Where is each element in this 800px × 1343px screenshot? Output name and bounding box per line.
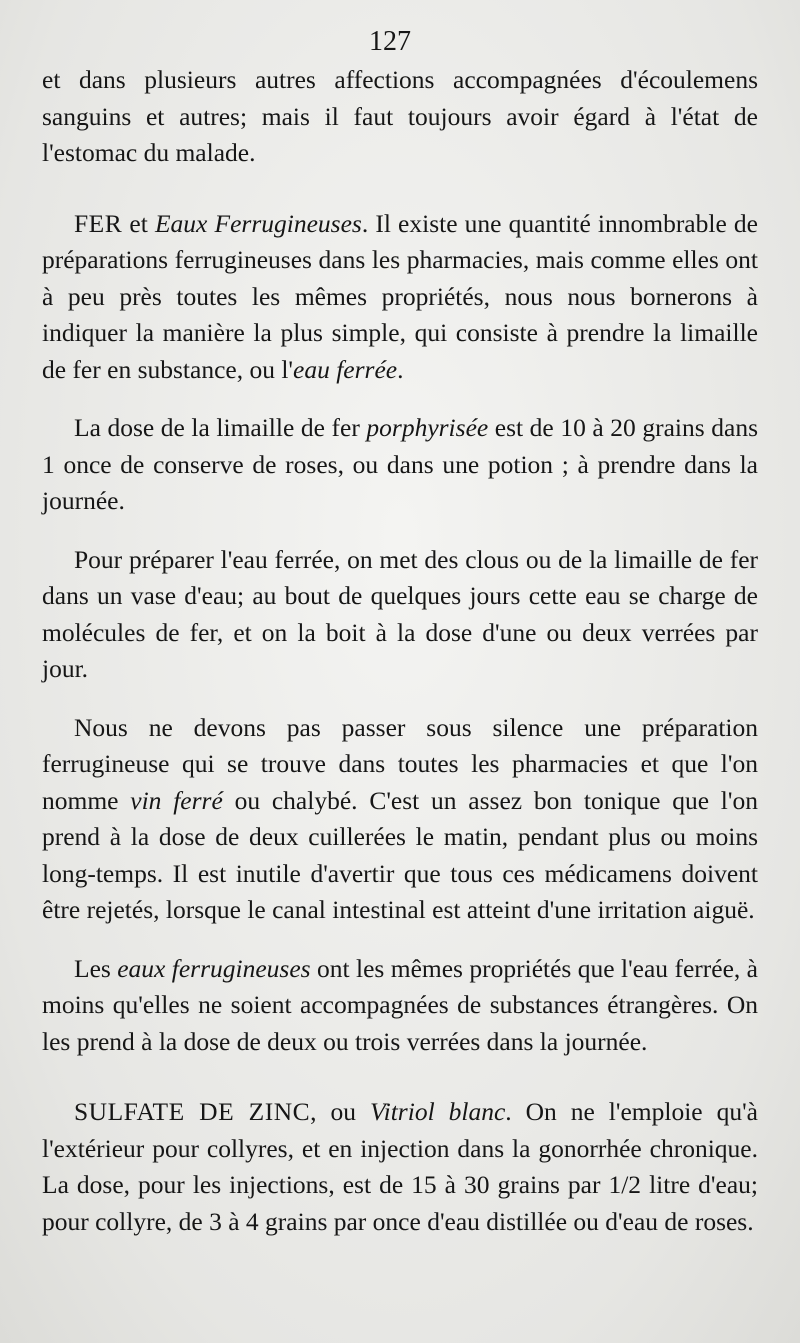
text-run: , ou (310, 1097, 370, 1126)
text-run: ou chalybé. C'est un assez bon tonique que l'on prend à la dose de deux cuillerées le matin, pendant plus ou moins long-temps. Il est inutile d'avertir que tous ces médicamens doivent être rejetés, lorsque le canal intestinal est atteint d'une irritation aiguë. (42, 785, 758, 924)
text-run: La dose de la limaille de fer (74, 413, 367, 442)
entry-heading: FER (74, 208, 123, 238)
italic-term: vin ferré (130, 785, 223, 815)
text-run: est de 10 à 20 grains dans 1 once de conserve de roses, ou dans une potion ; à prendre dans la journée. (42, 413, 758, 515)
paragraph-sulfate-de-zinc (42, 1094, 758, 1240)
paragraph-eau-ferree (42, 542, 758, 688)
entry-heading: SULFATE DE ZINC (74, 1097, 311, 1126)
page-number: 127 (369, 26, 411, 57)
text-run: Pour préparer l'eau ferrée, on met des clous ou de la limaille de fer dans un vase d'eau; au bout de quelques jours cette eau se charge de molécules de fer, et on la boit à la dose d'une ou deux verrées par jour. (42, 544, 758, 683)
text-run: ont les mêmes propriétés que l'eau ferrée, à moins qu'elles ne soient accompagnées de substances étrangères. On les prend à la dose de deux ou trois verrées dans la journée. (42, 953, 758, 1056)
paragraph-eaux-ferrugineuses (42, 951, 758, 1061)
text-run: . (397, 354, 404, 384)
text-run: . On ne l'emploie qu'à l'extérieur pour collyres, et en injection dans la gonorrhée chronique. La dose, pour les injections, est de 15 à 30 grains par 1/2 litre d'eau; pour collyre, de 3 à 4 grains par once d'eau distillée ou d'eau de roses. (42, 1097, 758, 1236)
italic-term: Vitriol blanc (369, 1097, 506, 1126)
paragraph-continuation (42, 62, 758, 172)
paragraph-dose-limaille (42, 410, 758, 520)
text-run: Les (74, 953, 118, 983)
paragraph-fer-heading (42, 206, 758, 389)
italic-term: eau ferrée (293, 354, 398, 384)
text-run: et dans plusieurs autres affections accompagnées d'écoulemens sanguins et autres; mais il faut toujours avoir égard à l'état de l'estomac du malade. (42, 65, 758, 167)
text-run: Nous ne devons pas passer sous silence une préparation ferrugineuse qui se trouve dans toutes les pharmacies et que l'on nomme (42, 712, 758, 815)
italic-term: porphyrisée (366, 413, 489, 442)
italic-term: eaux ferrugineuses (117, 953, 311, 983)
text-run: . Il existe une quantité innombrable de préparations ferrugineuses dans les pharmacies, mais comme elles ont à peu près toutes les mêmes propriétés, nous nous bornerons à indiquer la manière la plus simple, qui consiste à prendre la limaille de fer en substance, ou l' (42, 208, 758, 384)
text-run: et (122, 208, 155, 238)
italic-term: Eaux Ferrugineuses (154, 208, 362, 238)
paragraph-vin-ferre (42, 710, 758, 929)
